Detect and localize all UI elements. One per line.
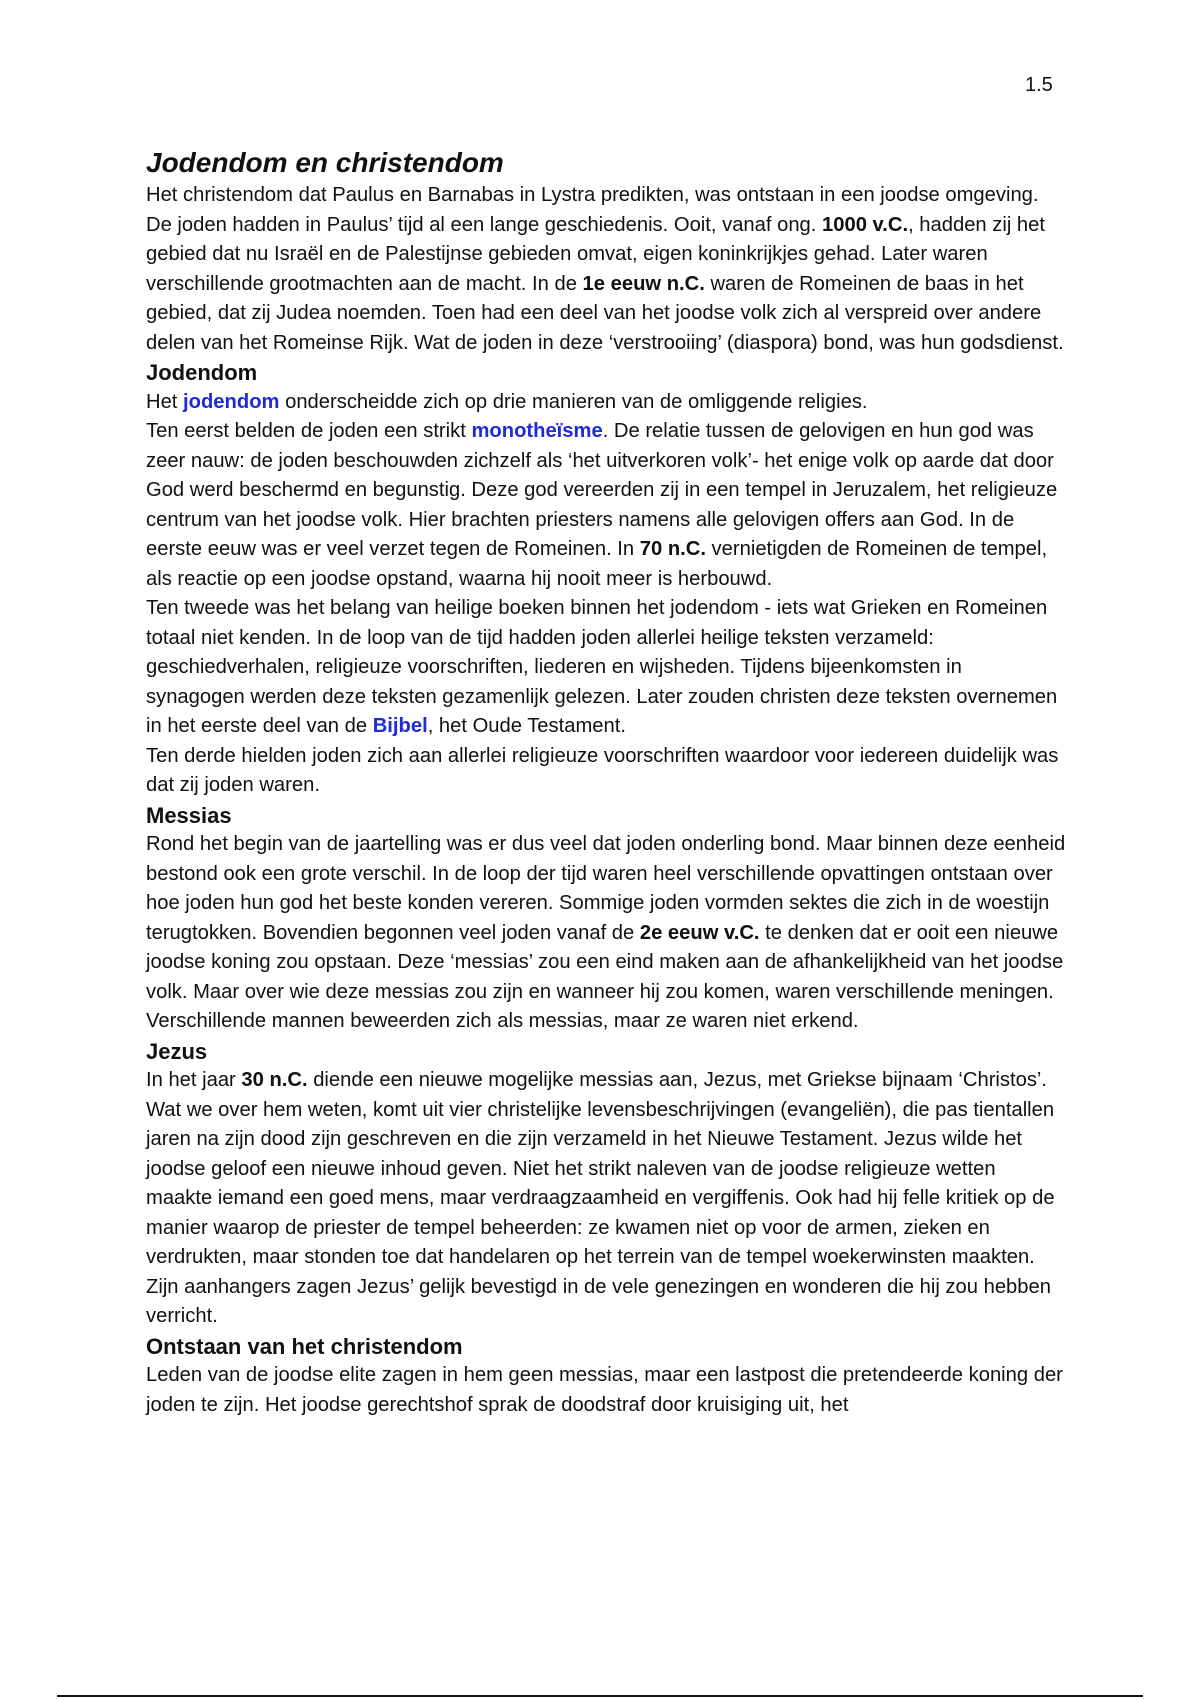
section-heading: Jodendom	[146, 360, 258, 385]
text-run: , het Oude Testament.	[427, 715, 626, 737]
bold-term: 1000 v.C.	[822, 213, 909, 236]
text-run: te denken dat er ooit een nieuwe joodse koning zou opstaan. Deze ‘messias’ zou een eind maken aan de afhankelijkheid van het joodse volk. Maar over wie deze messias zou zijn en wanneer hij zou komen, waren verschillende meningen. Verschillende mannen beweerden zich als messias, maar ze waren niet erkend.	[146, 921, 1064, 1032]
paragraph	[146, 417, 1066, 594]
paragraph	[146, 830, 1066, 1037]
text-run: Ten tweede was het belang van heilige boeken binnen het jodendom - iets wat Grieken en Romeinen totaal niet kenden. In de loop van de tijd hadden joden allerlei heilige teksten verzameld: geschiedverhalen, religieuze voorschriften, liederen en wijsheden. Tijdens bijeenkomsten in synagogen werden deze teksten gezamenlijk gelezen. Later zouden christen deze teksten overnemen in het eerste deel van de	[146, 597, 1058, 737]
text-run: waren de Romeinen de baas in het gebied, dat zij Judea noemden. Toen had een deel van het joodse volk zich al verspreid over andere delen van het Romeinse Rijk. Wat de joden in deze ‘verstrooiing’ (diaspora) bond, was hun godsdienst.	[146, 272, 1064, 354]
section-heading: Jezus	[146, 1038, 208, 1064]
text-run: Het christendom dat Paulus en Barnabas in Lystra predikten, was ontstaan in een joodse omgeving. De joden hadden in Paulus’ tijd al een lange geschiedenis. Ooit, vanaf ong.	[146, 184, 1039, 236]
paragraph	[146, 742, 1066, 801]
footer-divider	[57, 1695, 1143, 1697]
text-run: In het jaar	[146, 1069, 242, 1091]
glossary-term-link[interactable]: jodendom	[183, 390, 280, 413]
section-heading: Messias	[146, 802, 232, 828]
text-run: diende een nieuwe mogelijke messias aan, Jezus, met Griekse bijnaam ‘Christos’. Wat we over hem weten, komt uit vier christelijke levensbeschrijvingen (evangeliën), die pas tientallen jaren na zijn dood zijn geschreven en die zijn verzameld in het Nieuwe Testament. Jezus wilde het joodse geloof een nieuwe inhoud geven. Niet het strikt naleven van de joodse religieuze wetten maakte iemand een goed mens, maar verdraagzaamheid en vergiffenis. Ook had hij felle kritiek op de manier waarop de priester de tempel beheerden: ze kwamen niet op voor de armen, zieken en verdrukten, maar stonden toe dat handelaren op het terrein van de tempel woekerwinsten maakten. Zijn aanhangers zagen Jezus’ gelijk bevestigd in de vele genezingen en wonderen die hij zou hebben verricht.	[146, 1069, 1055, 1327]
text-run: Het	[146, 390, 184, 413]
text-run: Ten eerst belden de joden een strikt	[146, 420, 472, 442]
section-heading: Ontstaan van het christendom	[146, 1333, 463, 1359]
paragraph	[146, 1361, 1066, 1420]
glossary-term-link[interactable]: monotheïsme	[471, 420, 603, 442]
text-run: . De relatie tussen de gelovigen en hun god was zeer nauw: de joden beschouwden zichzelf als ‘het uitverkoren volk’- het enige volk op aarde dat door God werd beschermd en begunstig. Deze god vereerden zij in een tempel in Jeruzalem, het religieuze centrum van het joodse volk. Hier brachten priesters namens alle gelovigen offers aan God. In de eerste eeuw was er veel verzet tegen de Romeinen. In	[146, 420, 1058, 560]
bold-term: 2e eeuw v.C.	[639, 921, 760, 944]
text-run: Ten derde hielden joden zich aan allerlei religieuze voorschriften waardoor voor iedereen duidelijk was dat zij joden waren.	[146, 744, 1059, 796]
glossary-term-link[interactable]: Bijbel	[372, 715, 428, 737]
text-run: onderscheidde zich op drie manieren van de omliggende religies.	[279, 390, 868, 413]
bold-term: 30 n.C.	[241, 1069, 308, 1091]
text-run: Rond het begin van de jaartelling was er dus veel dat joden onderling bond. Maar binnen deze eenheid bestond ook een grote verschil. In de loop der tijd waren heel verschillende opvattingen ontstaan over hoe joden hun god het beste konden vereren. Sommige joden vormden sektes die zich in de woestijn terugtokken. Bovendien begonnen veel joden vanaf de	[146, 833, 1066, 944]
paragraph	[146, 388, 1066, 418]
document-body	[146, 146, 1066, 1420]
text-run: , hadden zij het gebied dat nu Israël en de Palestijnse gebieden omvat, eigen koninkrijkjes gehad. Later waren verschillende grootmachten aan de macht. In de	[146, 213, 1045, 295]
text-run: vernietigden de Romeinen de tempel, als reactie op een joodse opstand, waarna hij nooit meer is herbouwd.	[146, 538, 1048, 590]
document-title: Jodendom en christendom	[146, 147, 504, 178]
paragraph	[146, 181, 1066, 358]
paragraph	[146, 1066, 1066, 1332]
page-number: 1.5	[1025, 74, 1053, 96]
bold-term: 70 n.C.	[639, 538, 706, 560]
text-run: Leden van de joodse elite zagen in hem geen messias, maar een lastpost die pretendeerde koning der joden te zijn. Het joodse gerechtshof sprak de doodstraf door kruisiging uit, het	[146, 1364, 1063, 1416]
bold-term: 1e eeuw n.C.	[582, 272, 705, 295]
paragraph	[146, 594, 1066, 742]
